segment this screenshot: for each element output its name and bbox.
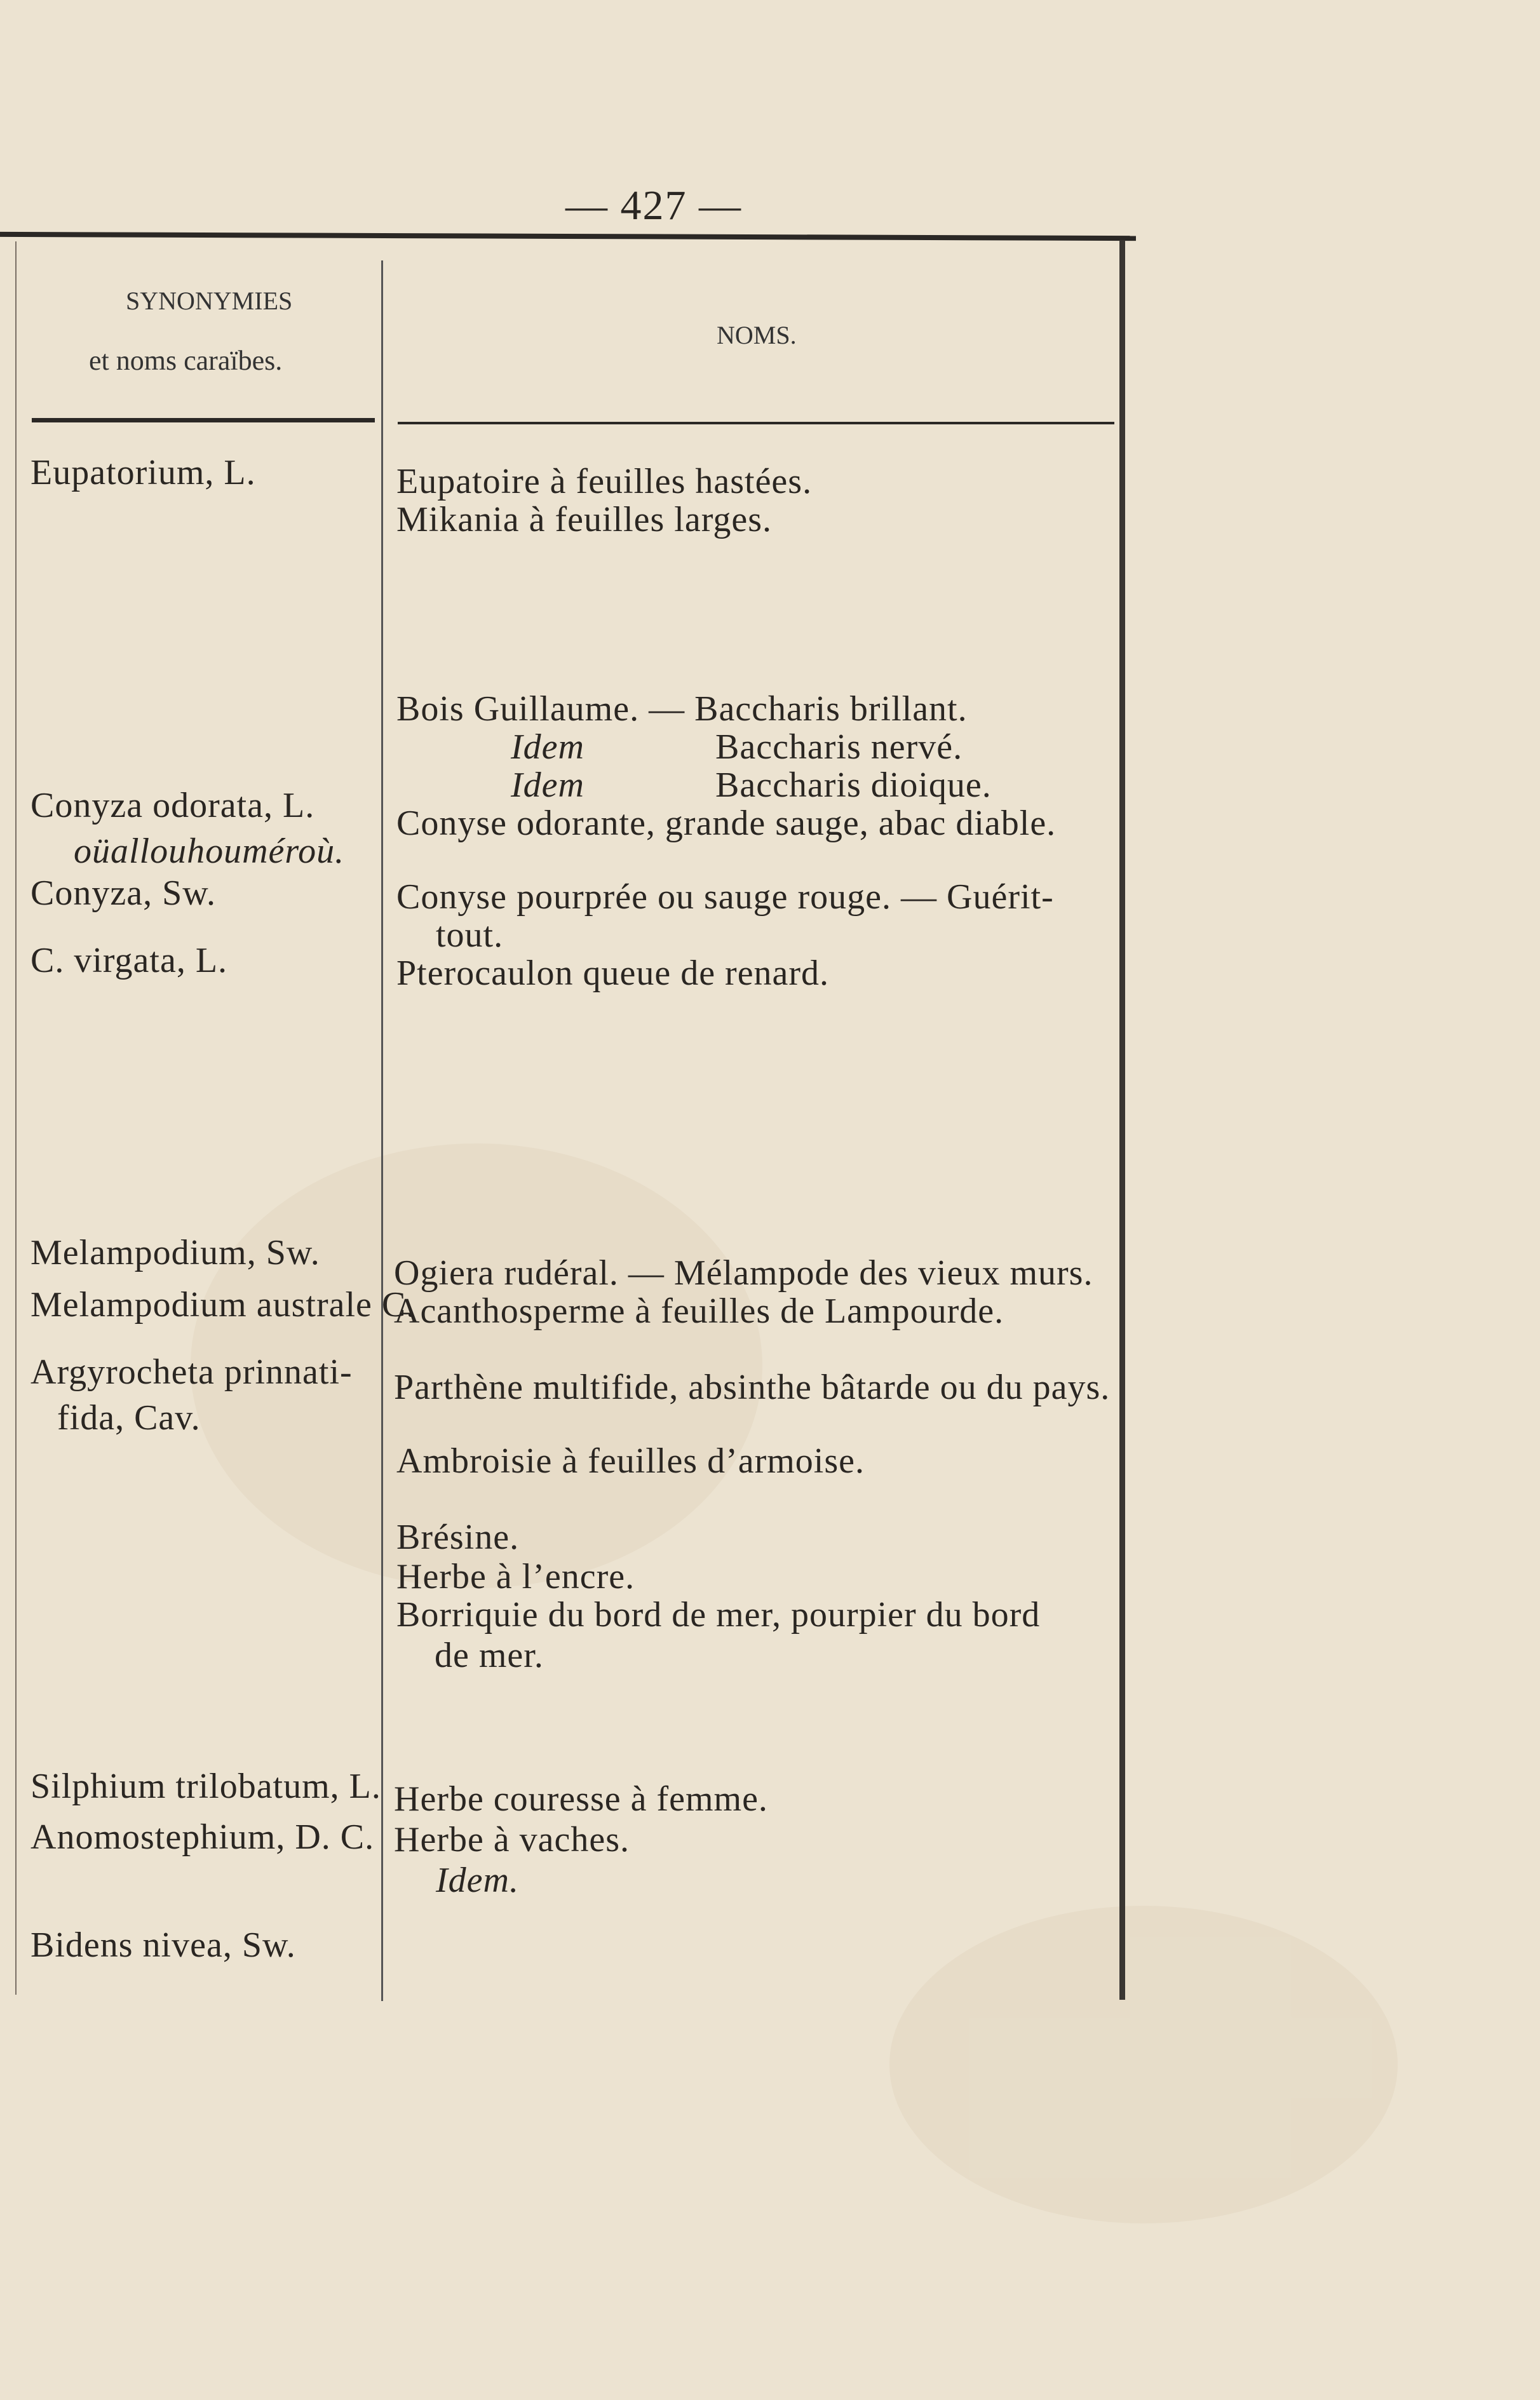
top-rule bbox=[0, 232, 1136, 241]
left-entry: Melampodium australe C. bbox=[30, 1285, 416, 1325]
right-entry: Brésine. bbox=[396, 1518, 520, 1557]
right-entry: Baccharis dioique. bbox=[715, 765, 992, 805]
right-entry: Herbe à vaches. bbox=[394, 1820, 630, 1859]
header-rule-left bbox=[32, 418, 375, 422]
right-entry: Baccharis nervé. bbox=[715, 727, 963, 767]
right-entry: Ambroisie à feuilles d’armoise. bbox=[396, 1441, 865, 1481]
paper-stain bbox=[889, 1906, 1398, 2223]
right-entry: Borriquie du bord de mer, pourpier du bord bbox=[396, 1595, 1041, 1635]
right-entry: Idem bbox=[511, 727, 584, 767]
page-number: — 427 — bbox=[565, 182, 742, 229]
column-divider bbox=[381, 260, 383, 2001]
right-entry: Pterocaulon queue de renard. bbox=[396, 954, 830, 993]
right-entry: Idem bbox=[511, 765, 584, 805]
left-entry: Conyza, Sw. bbox=[30, 873, 217, 913]
header-rule-right bbox=[398, 422, 1114, 424]
left-border bbox=[15, 241, 17, 1995]
right-entry: Conyse odorante, grande sauge, abac diable. bbox=[396, 804, 1057, 843]
right-entry: tout. bbox=[436, 915, 504, 955]
right-border bbox=[1119, 240, 1125, 2000]
left-entry: oüallouhouméroù. bbox=[74, 832, 345, 871]
right-entry: Herbe à l’encre. bbox=[396, 1557, 635, 1596]
right-entry: Idem. bbox=[436, 1861, 519, 1900]
left-entry: fida, Cav. bbox=[57, 1398, 201, 1438]
left-entry: Eupatorium, L. bbox=[30, 453, 256, 492]
right-entry: Parthène multifide, absinthe bâtarde ou du pays. bbox=[394, 1368, 1111, 1407]
header-noms-caraibes: et noms caraïbes. bbox=[89, 345, 283, 376]
left-entry: C. virgata, L. bbox=[30, 941, 228, 980]
header-noms: NOMS. bbox=[717, 321, 797, 349]
left-entry: Anomostephium, D. C. bbox=[30, 1817, 375, 1857]
right-entry: Ogiera rudéral. — Mélampode des vieux murs. bbox=[394, 1253, 1093, 1293]
right-entry: Mikania à feuilles larges. bbox=[396, 500, 773, 539]
left-entry: Conyza odorata, L. bbox=[30, 786, 315, 825]
left-entry: Argyrocheta prinnati- bbox=[30, 1352, 353, 1392]
left-entry: Melampodium, Sw. bbox=[30, 1233, 320, 1272]
right-entry: Acanthosperme à feuilles de Lampourde. bbox=[394, 1291, 1004, 1331]
right-entry: Eupatoire à feuilles hastées. bbox=[396, 462, 813, 501]
header-synonymies: SYNONYMIES bbox=[126, 287, 293, 315]
left-entry: Silphium trilobatum, L. bbox=[30, 1767, 381, 1806]
right-entry: Herbe couresse à femme. bbox=[394, 1779, 768, 1819]
right-entry: Conyse pourprée ou sauge rouge. — Guérit- bbox=[396, 877, 1054, 917]
right-entry: de mer. bbox=[435, 1636, 544, 1675]
right-entry: Bois Guillaume. — Baccharis brillant. bbox=[396, 689, 968, 729]
left-entry: Bidens nivea, Sw. bbox=[30, 1925, 296, 1965]
